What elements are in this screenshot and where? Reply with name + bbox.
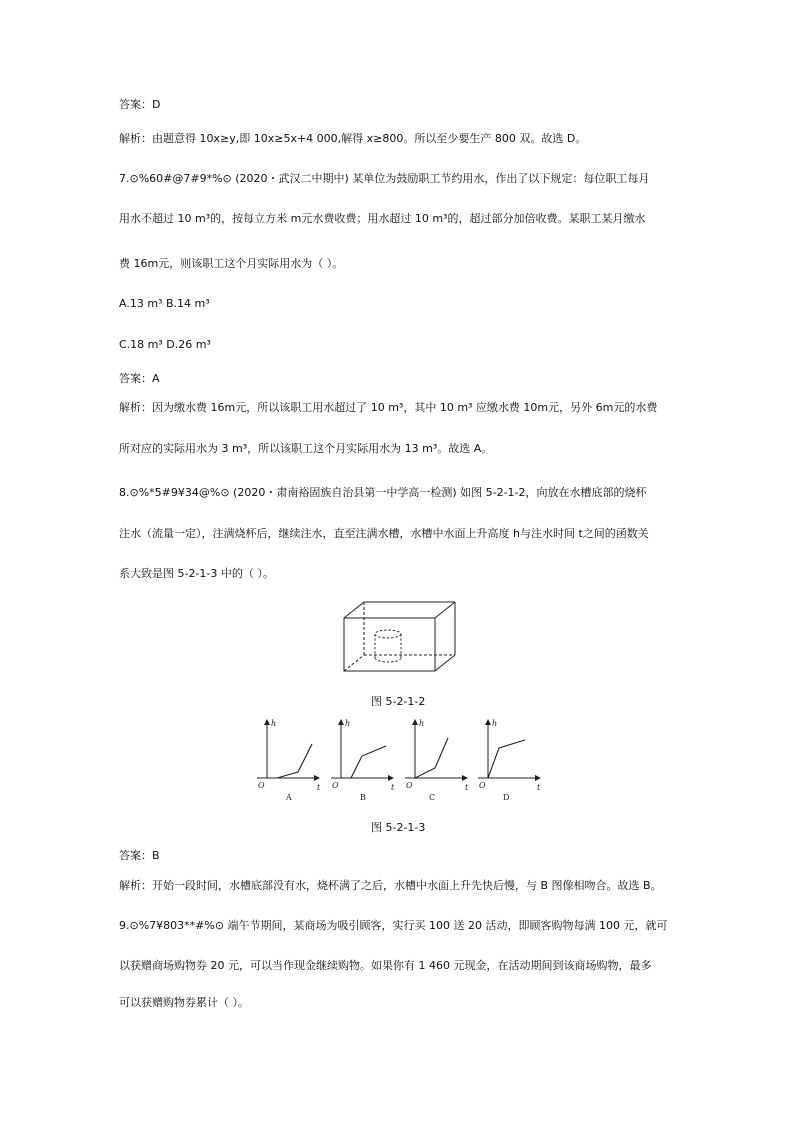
graph-label-b: B — [360, 793, 366, 802]
question-8-line-3: 系大致是图 5-2-1-3 中的（ ）。 — [119, 567, 274, 580]
axis-y-label-c: h — [419, 719, 425, 728]
graph-label-d: D — [503, 793, 510, 802]
question-7-options-ab: A.13 m³ B.14 m³ — [119, 297, 210, 310]
origin-label-b: O — [332, 781, 339, 790]
question-9-line-3: 可以获赠购物券累计（ ）。 — [119, 996, 249, 1009]
origin-label-c: O — [406, 781, 413, 790]
axis-x-label-c: t — [465, 783, 469, 792]
axis-x-label-d: t — [537, 783, 541, 792]
graph-c — [405, 719, 469, 802]
explanation-7-line-1: 解析：因为缴水费 16m元，所以该职工用水超过了 10 m³，其中 10 m³ 应缴水费 10m元，另外 6m元的水费 — [119, 401, 658, 414]
question-8-line-1: 8.⊙%*5#9¥34@%⊙ (2020・肃南裕固族自治县第一中学高一检测) 如图 5-2-1-2，向放在水槽底部的烧杯 — [119, 486, 647, 499]
graph-label-c: C — [429, 793, 436, 802]
axis-y-label-a: h — [271, 719, 277, 728]
graph-b — [331, 719, 395, 802]
answer-7: 答案：A — [119, 372, 160, 385]
question-7-line-1: 7.⊙%60#@7#9*%⊙ (2020・武汉二中期中) 某单位为鼓励职工节约用水，作出了以下规定：每位职工每月 — [119, 172, 650, 185]
explanation-8: 解析：开始一段时间，水槽底部没有水，烧杯满了之后，水槽中水面上升先快后慢，与 B 图像相吻合。故选 B。 — [119, 879, 662, 892]
axis-x-label-b: t — [391, 783, 395, 792]
graph-d — [478, 719, 541, 802]
question-7-options-cd: C.18 m³ D.26 m³ — [119, 338, 211, 351]
explanation-6: 解析：由题意得 10x≥y,即 10x≥5x+4 000,解得 x≥800。所以至少要生产 800 双。故选 D。 — [119, 132, 587, 145]
explanation-7-line-2: 所对应的实际用水为 3 m³，所以该职工这个月实际用水为 13 m³。故选 A。 — [119, 442, 493, 455]
tank-figure — [340, 600, 465, 685]
answer-6: 答案：D — [119, 98, 161, 111]
axis-y-label-d: h — [492, 719, 498, 728]
figure-caption-1: 图 5-2-1-2 — [371, 695, 426, 708]
question-8-line-2: 注水（流量一定），注满烧杯后，继续注水，直至注满水槽，水槽中水面上升高度 h与注水时间 t之间的函数关 — [119, 527, 649, 540]
question-7-line-3: 费 16m元，则该职工这个月实际用水为（ ）。 — [119, 257, 344, 270]
graph-a — [257, 719, 321, 802]
answer-8: 答案：B — [119, 849, 160, 862]
origin-label-d: O — [479, 781, 486, 790]
question-9-line-1: 9.⊙%7¥803**#%⊙ 端午节期间，某商场为吸引顾客，实行买 100 送 20 活动，即顾客购物每满 100 元，就可 — [119, 919, 668, 932]
axis-y-label-b: h — [345, 719, 351, 728]
origin-label-a: O — [258, 781, 265, 790]
graph-label-a: A — [286, 793, 292, 802]
question-9-line-2: 以获赠商场购物券 20 元，可以当作现金继续购物。如果你有 1 460 元现金，在活动期间到该商场购物，最多 — [119, 959, 652, 972]
figure-caption-2: 图 5-2-1-3 — [371, 821, 426, 834]
graphs-figure — [255, 716, 545, 806]
axis-x-label-a: t — [317, 783, 321, 792]
question-7-line-2: 用水不超过 10 m³的，按每立方米 m元水费收费；用水超过 10 m³的，超过部分加倍收费。某职工某月缴水 — [119, 212, 646, 225]
